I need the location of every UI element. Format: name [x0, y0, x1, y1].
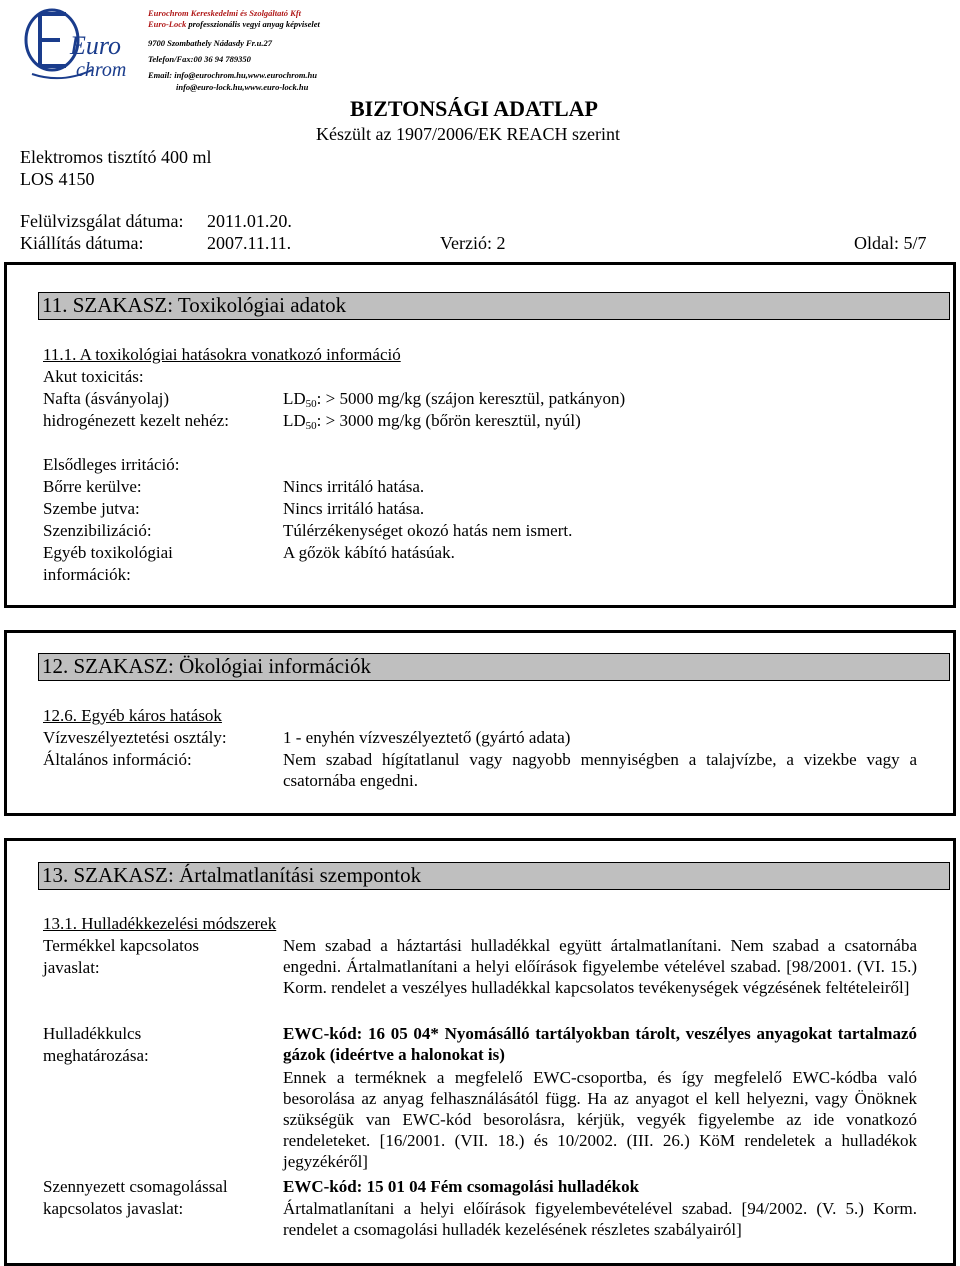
company-brand-line [148, 19, 320, 29]
ld-text: LD [283, 389, 306, 408]
brand-name: Euro-Lock [148, 19, 187, 29]
waste-code-description: Ennek a terméknek a megfelelő EWC-csoportba, és így megfelelő EWC-kódba való besorolása az anyag felhasználásától függ. Ha az anyagot el kell helyezni, vagy Önöknek szükségük van EWC-kód besorolásra, kérjük, vegyék figyelembe az ide vonatkozó rendeleteket. [16/2001. (VII. 18.) és 10/2002. (III. 26.) KöM rendeletek a hulladékok jegyzékéről] [283, 1068, 917, 1171]
skin-contact-value: Nincs irritáló hatása. [283, 477, 425, 496]
other-tox-label-2: információk: [43, 565, 131, 584]
review-date-label: Felülvizsgálat dátuma: [20, 211, 184, 231]
company-address: 9700 Szombathely Nádasdy Fr.u.27 [148, 38, 272, 48]
ld-text: LD [283, 411, 306, 430]
issue-date-label: Kiállítás dátuma: [20, 233, 144, 253]
ld-subscript: 50 [305, 420, 317, 432]
ld-subscript: 50 [305, 398, 317, 410]
brand-description: professzionális vegyi anyag képviselet [186, 19, 320, 29]
waste-code-label: Hulladékkulcs [43, 1024, 142, 1043]
issue-date: 2007.11.11. [207, 233, 292, 253]
company-phone: Telefon/Fax:00 36 94 789350 [148, 54, 251, 64]
waste-code-label-2: meghatározása: [43, 1046, 149, 1065]
acute-toxicity-label: Akut toxicitás: [43, 367, 144, 386]
water-hazard-label: Vízveszélyeztetési osztály: [43, 728, 227, 747]
s13-subsection-title: 13.1. Hulladékkezelési módszerek [43, 914, 277, 933]
hydrogenated-label: hidrogénezett kezelt nehéz: [43, 411, 229, 430]
version: Verzió: 2 [440, 233, 506, 253]
water-hazard-value: 1 - enyhén vízveszélyeztető (gyártó adata) [283, 728, 571, 747]
primary-irritation-label: Elsődleges irritáció: [43, 455, 180, 474]
s12-subsection-title: 12.6. Egyéb káros hatások [43, 706, 222, 725]
logo-text-chrom: chrom [76, 59, 127, 81]
page-number: Oldal: 5/7 [854, 233, 927, 253]
waste-code-ewc: EWC-kód: 16 05 04* Nyomásálló tartályokban tárolt, veszélyes anyagokat tartalmazó gázok (ideértve a halonokat is) [283, 1024, 917, 1064]
product-code: LOS 4150 [20, 169, 95, 189]
naphtha-label: Nafta (ásványolaj) [43, 389, 170, 408]
sensitization-label: Szenzibilizáció: [43, 521, 152, 540]
logo-text-euro: Euro [70, 31, 122, 60]
ld-value-text: : > 3000 mg/kg (bőrön keresztül, nyúl) [316, 411, 581, 430]
section-13-title: 13. SZAKASZ: Ártalmatlanítási szempontok [38, 862, 950, 890]
document-title: BIZTONSÁGI ADATLAP [350, 96, 598, 121]
company-name: Eurochrom Kereskedelmi és Szolgáltató Kft [148, 8, 302, 18]
packaging-label-2: kapcsolatos javaslat: [43, 1199, 184, 1218]
sensitization-value: Túlérzékenységet okozó hatás nem ismert. [283, 521, 573, 540]
hydrogenated-ld50-value [283, 410, 581, 431]
packaging-ewc: EWC-kód: 15 01 04 Fém csomagolási hulladékok [283, 1177, 640, 1196]
product-recommendation-label: Termékkel kapcsolatos [43, 936, 200, 955]
document-subtitle: Készült az 1907/2006/EK REACH szerint [316, 124, 620, 144]
product-recommendation-value: Nem szabad a háztartási hulladékkal együtt ártalmatlanítani. Nem szabad a csatornába engedni. Ártalmatlanítani a helyi előírások figyelembe vételével szabad. [98/2001. (VI. 15.) Korm. rendelet a veszélyes hulladékkal kapcsolatos tevékenységek végzésének feltételeiről] [283, 936, 917, 997]
eye-contact-label: Szembe jutva: [43, 499, 140, 518]
general-info-value: Nem szabad hígítatlanul vagy nagyobb mennyiségben a talajvízbe, a vizekbe vagy a csatornába engedni. [283, 750, 917, 790]
ld-value-text: : > 5000 mg/kg (szájon keresztül, patkányon) [316, 389, 626, 408]
s11-subsection-title: 11.1. A toxikológiai hatásokra vonatkozó információ [43, 345, 401, 364]
general-info-label: Általános információ: [43, 750, 192, 769]
skin-contact-label: Bőrre kerülve: [43, 477, 142, 496]
section-11-title: 11. SZAKASZ: Toxikológiai adatok [38, 292, 950, 320]
other-tox-label: Egyéb toxikológiai [43, 543, 173, 562]
review-date: 2011.01.20. [207, 211, 292, 231]
section-12-title: 12. SZAKASZ: Ökológiai információk [38, 653, 950, 681]
product-recommendation-label-2: javaslat: [43, 958, 100, 977]
packaging-label: Szennyezett csomagolással [43, 1177, 228, 1196]
eye-contact-value: Nincs irritáló hatása. [283, 499, 425, 518]
product-name: Elektromos tisztító 400 ml [20, 147, 212, 167]
company-email-2: info@euro-lock.hu,www.euro-lock.hu [176, 82, 309, 92]
naphtha-ld50-value [283, 388, 625, 409]
packaging-description: Ártalmatlanítani a helyi előírások figyelembevételével szabad. [94/2002. (V. 5.) Korm. rendelet a csomagolási hulladék kezelésének részletes szabályairól] [283, 1199, 917, 1239]
company-email: Email: info@eurochrom.hu,www.eurochrom.hu [148, 70, 318, 80]
other-tox-value: A gőzök kábító hatásúak. [283, 543, 455, 562]
company-logo [22, 4, 144, 88]
